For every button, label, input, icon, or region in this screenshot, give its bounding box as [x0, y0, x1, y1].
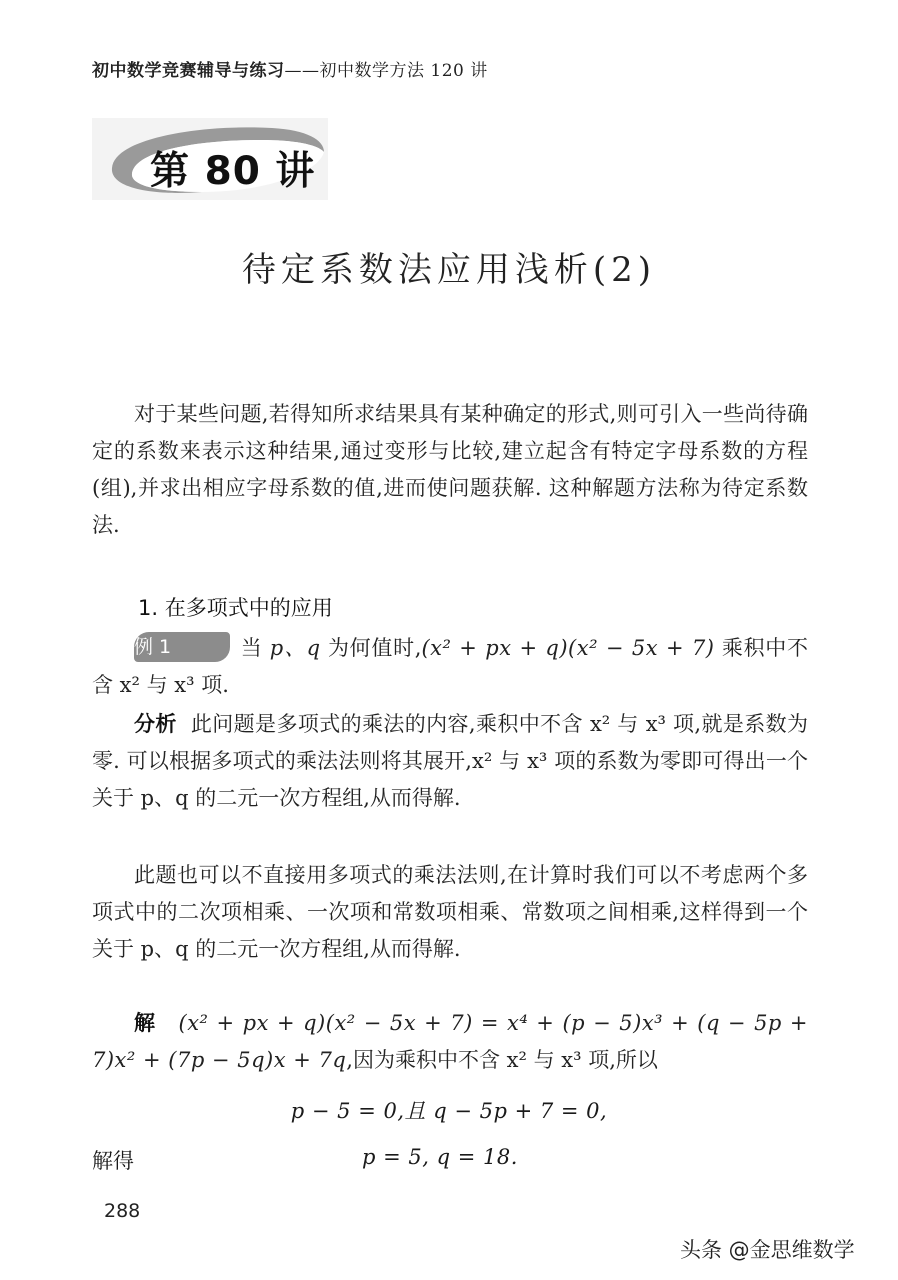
- example-text-mid: 为何值时,: [320, 636, 422, 660]
- running-header: [92, 56, 488, 81]
- example-tag: 例 1: [134, 632, 230, 662]
- analysis-text-2: 此题也可以不直接用多项式的乘法法则,在计算时我们可以不考虑两个多项式中的二次项相乘、一次项和常数项相乘、常数项之间相乘,这样得到一个关于 p、q 的二元一次方程组,从而得解.: [92, 863, 808, 961]
- result-label: 解得: [92, 1149, 134, 1173]
- example-1: [92, 630, 808, 704]
- solution-equation: p − 5 = 0,且 q − 5p + 7 = 0,: [290, 1099, 608, 1123]
- example-vars: p、q: [269, 636, 321, 660]
- page-number: 288: [104, 1200, 141, 1222]
- analysis-paragraph: [92, 706, 808, 817]
- solution-label: 解: [134, 1011, 156, 1035]
- solution-text-after: ,因为乘积中不含 x² 与 x³ 项,所以: [346, 1048, 658, 1072]
- section-heading: 1. 在多项式中的应用: [138, 596, 333, 620]
- example-text-before: 当: [240, 636, 270, 660]
- analysis-text: 此问题是多项式的乘法的内容,乘积中不含 x² 与 x³ 项,就是系数为零. 可以根据多项式的乘法法则将其展开,x² 与 x³ 项的系数为零即可得出一个关于 p、q 的二元一次方程组,从而得解.: [92, 712, 809, 810]
- intro-paragraph: [92, 396, 808, 544]
- result-equation: p = 5, q = 18.: [362, 1145, 518, 1169]
- solution-expansion: (x² + px + q)(x² − 5x + 7) = x⁴ + (p − 5)x³ + (q − 5p + 7)x² + (7p − 5q)x + 7q: [92, 1011, 809, 1072]
- header-dash: ——: [284, 61, 320, 81]
- series-title: 初中数学竞赛辅导与练习: [92, 61, 285, 81]
- lecture-number: 第 80 讲: [150, 149, 316, 194]
- chapter-title: 待定系数法应用浅析(2): [241, 250, 657, 290]
- analysis-label: 分析: [134, 712, 177, 736]
- watermark: 头条 @金思维数学: [680, 1238, 855, 1262]
- solution-paragraph: [92, 1005, 808, 1079]
- header-subtitle: 初中数学方法 120 讲: [319, 61, 488, 81]
- example-expression: (x² + px + q)(x² − 5x + 7): [421, 636, 715, 660]
- example-text-after: 乘积中不含 x² 与 x³ 项.: [92, 636, 808, 697]
- intro-text: 对于某些问题,若得知所求结果具有某种确定的形式,则可引入一些尚待确定的系数来表示这种结果,通过变形与比较,建立起含有特定字母系数的方程(组),并求出相应字母系数的值,进而使问题获解. 这种解题方法称为待定系数法.: [92, 402, 808, 537]
- analysis-paragraph-2: [92, 857, 808, 968]
